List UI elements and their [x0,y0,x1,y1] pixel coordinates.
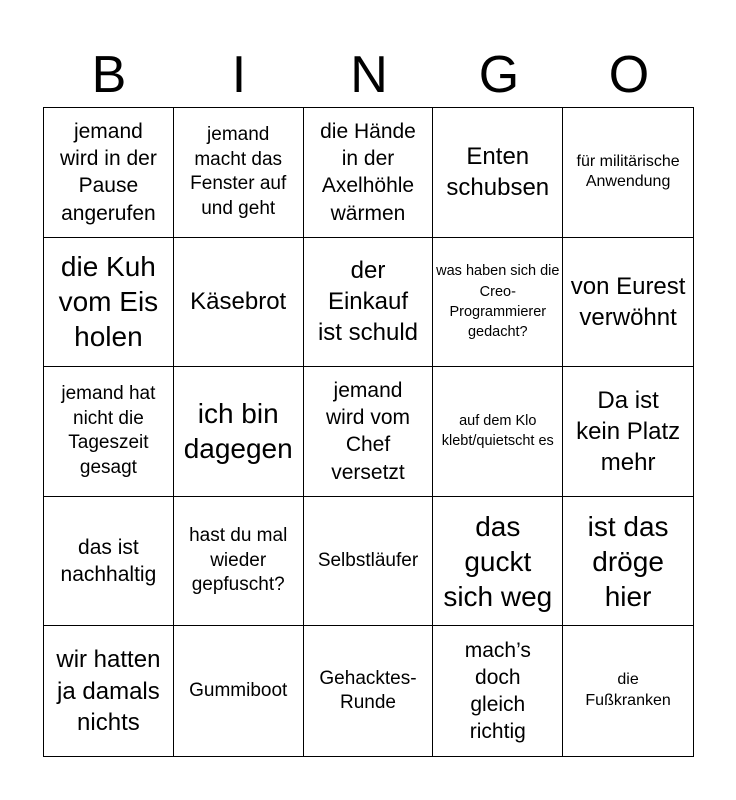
bingo-cell[interactable] [563,626,693,756]
bingo-cell-text: hast du mal wieder gepfuscht? [189,525,288,596]
header-letter-b: B [91,46,127,104]
bingo-cell[interactable] [563,497,693,627]
bingo-cell[interactable] [433,108,563,238]
bingo-cell-text: Gehacktes-Runde [319,667,417,714]
bingo-cell-text: für militärische Anwendung [576,152,680,191]
bingo-board [43,107,694,757]
bingo-cell[interactable] [44,626,174,756]
bingo-cell-text: ist das dröge hier [587,510,669,612]
bingo-cell-text: die Fußkranken [585,671,671,710]
header-letter-i: I [231,46,247,104]
bingo-cell-text: was haben sich die Creo-Programmierer gedacht? [436,263,560,341]
bingo-cell[interactable] [174,108,304,238]
bingo-cell[interactable] [304,497,434,627]
bingo-cell[interactable] [304,238,434,368]
bingo-cell[interactable] [304,367,434,497]
bingo-cell-text: die Kuh vom Eis holen [58,251,159,353]
bingo-cell-text: jemand wird vom Chef versetzt [325,378,410,484]
bingo-cell[interactable] [44,108,174,238]
bingo-cell-text: jemand wird in der Pause angerufen [59,119,157,225]
bingo-cell[interactable] [174,367,304,497]
bingo-cell-text: der Einkauf ist schuld [317,257,419,347]
bingo-cell-text: wir hatten ja damals nichts [56,646,161,736]
bingo-cell-text: jemand macht das Fenster auf und geht [190,123,287,219]
bingo-cell[interactable] [174,238,304,368]
bingo-cell[interactable] [304,108,434,238]
bingo-cell-text: von Eurest verwöhnt [570,272,686,331]
bingo-cell-text: Enten schubsen [446,143,550,202]
bingo-cell[interactable] [433,238,563,368]
header-letter-g: G [478,46,520,104]
bingo-cell[interactable] [563,238,693,368]
bingo-cell-text: die Hände in der Axelhöhle wärmen [320,119,416,225]
bingo-cell[interactable] [563,367,693,497]
bingo-cell-text: jemand hat nicht die Tageszeit gesagt [61,383,156,479]
bingo-cell-text: mach’s doch gleich richtig [464,638,531,744]
bingo-cell[interactable] [44,367,174,497]
bingo-cell[interactable] [433,626,563,756]
bingo-cell[interactable] [44,238,174,368]
bingo-cell-text: Selbstläufer [317,549,419,571]
bingo-cell-text: Da ist kein Platz mehr [576,386,681,477]
bingo-header [44,44,694,106]
bingo-cell-text: das guckt sich weg [443,510,553,612]
bingo-cell-text: Käsebrot [190,288,287,316]
bingo-cell[interactable] [174,626,304,756]
bingo-cell-text: auf dem Klo klebt/quietscht es [441,413,554,450]
bingo-cell[interactable] [304,626,434,756]
bingo-cell[interactable] [563,108,693,238]
bingo-cell[interactable] [433,497,563,627]
bingo-cell[interactable] [433,367,563,497]
bingo-cell[interactable] [174,497,304,627]
header-letter-o: O [608,46,650,104]
bingo-cell[interactable] [44,497,174,627]
bingo-cell-text: Gummiboot [189,679,288,701]
bingo-cell-text: das ist nachhaltig [60,535,157,587]
bingo-cell-text: ich bin dagegen [183,398,293,465]
header-letter-n: N [350,46,388,104]
